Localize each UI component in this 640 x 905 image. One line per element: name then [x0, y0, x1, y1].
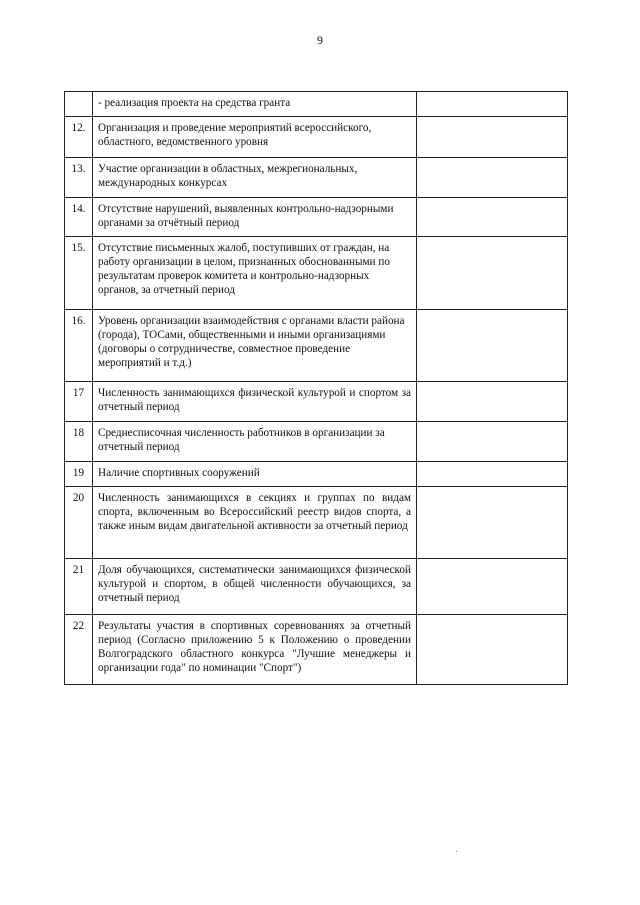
row-number: 20: [65, 487, 93, 559]
row-value-cell: [417, 158, 568, 198]
table-row: [65, 382, 568, 422]
row-number: [65, 92, 93, 117]
row-criterion: Численность занимающихся в секциях и группах по видам спорта, включенным во Всероссийский реестр видов спорта, а также иным видам двигательной активности за отчетный период: [93, 487, 417, 559]
row-number: 17: [65, 382, 93, 422]
row-number: 22: [65, 615, 93, 685]
row-criterion: Результаты участия в спортивных соревнованиях за отчетный период (Согласно приложению 5 к Положению о проведении Волгоградского областного конкурса "Лучшие менеджеры и организации года" по номинации "Спорт"): [93, 615, 417, 685]
row-criterion: Среднесписочная численность работников в организации за отчетный период: [93, 422, 417, 462]
table-row: [65, 117, 568, 158]
row-value-cell: [417, 310, 568, 382]
row-value-cell: [417, 462, 568, 487]
criteria-table: [64, 91, 568, 685]
row-criterion: Участие организации в областных, межрегиональных, международных конкурсах: [93, 158, 417, 198]
row-value-cell: [417, 487, 568, 559]
row-value-cell: [417, 422, 568, 462]
row-number: 15.: [65, 237, 93, 310]
table-row: [65, 198, 568, 237]
page-number: 9: [317, 33, 323, 47]
table-row: [65, 615, 568, 685]
row-number: 18: [65, 422, 93, 462]
table-row: [65, 158, 568, 198]
row-value-cell: [417, 117, 568, 158]
table-row: [65, 487, 568, 559]
row-criterion: - реализация проекта на средства гранта: [93, 92, 417, 117]
table-row: [65, 92, 568, 117]
table-row: [65, 237, 568, 310]
row-value-cell: [417, 559, 568, 615]
row-number: 12.: [65, 117, 93, 158]
row-number: 14.: [65, 198, 93, 237]
row-criterion: Уровень организации взаимодействия с органами власти района (города), ТОСами, общественными и иными организациями (договоры о сотрудничестве, совместное проведение мероприятий и т.д.): [93, 310, 417, 382]
row-number: 13.: [65, 158, 93, 198]
table-row: [65, 559, 568, 615]
row-criterion: Отсутствие письменных жалоб, поступивших от граждан, на работу организации в целом, признанных обоснованными по результатам проверок комитета и контрольно-надзорных органов, за отчетный период: [93, 237, 417, 310]
row-criterion: Численность занимающихся физической культурой и спортом за отчетный период: [93, 382, 417, 422]
table-row: [65, 422, 568, 462]
row-criterion: Организация и проведение мероприятий всероссийского, областного, ведомственного уровня: [93, 117, 417, 158]
row-value-cell: [417, 237, 568, 310]
row-value-cell: [417, 198, 568, 237]
row-value-cell: [417, 615, 568, 685]
row-value-cell: [417, 92, 568, 117]
row-criterion: Доля обучающихся, систематически занимающихся физической культурой и спортом, в общей численности обучающихся, за отчетный период: [93, 559, 417, 615]
row-number: 16.: [65, 310, 93, 382]
row-criterion: Наличие спортивных сооружений: [93, 462, 417, 487]
table-row: [65, 310, 568, 382]
scan-speck: [456, 851, 457, 852]
row-number: 19: [65, 462, 93, 487]
row-number: 21: [65, 559, 93, 615]
table-row: [65, 462, 568, 487]
row-value-cell: [417, 382, 568, 422]
row-criterion: Отсутствие нарушений, выявленных контрольно-надзорными органами за отчётный период: [93, 198, 417, 237]
